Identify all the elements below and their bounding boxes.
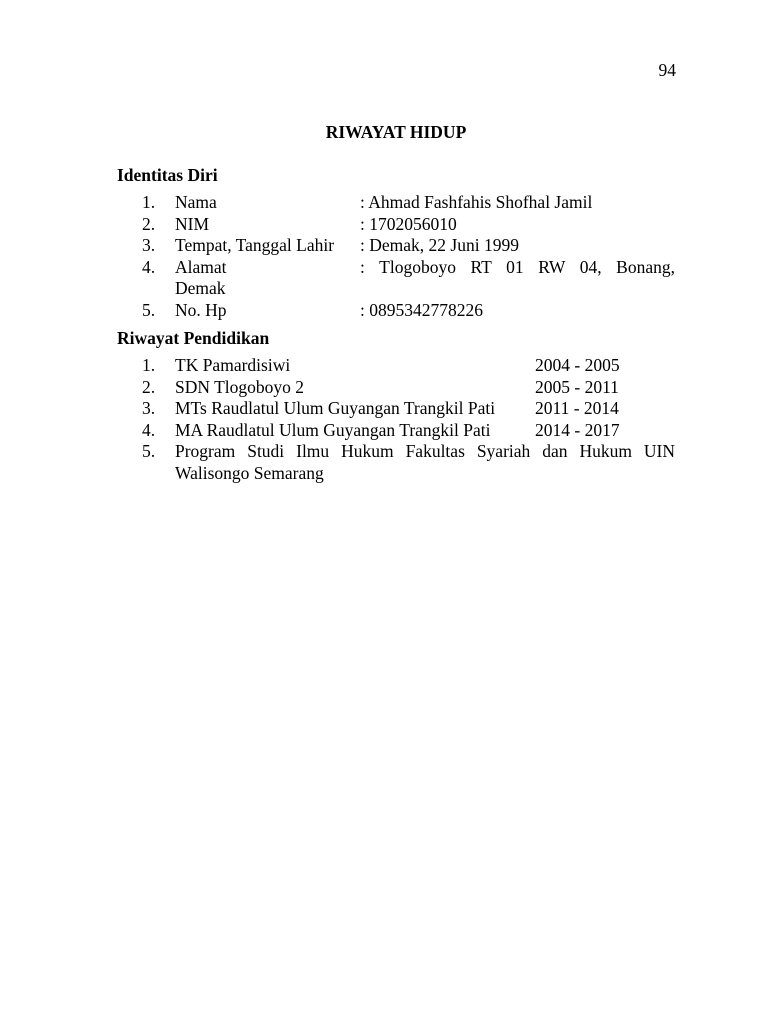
school-years: 2011 - 2014	[535, 398, 619, 419]
field-value-continuation: Demak	[175, 278, 226, 299]
identitas-item-alamat	[117, 257, 675, 300]
school-name: TK Pamardisiwi	[175, 355, 291, 375]
identitas-item-ttl	[117, 235, 675, 257]
identitas-item-nama	[117, 192, 675, 214]
field-value: : 0895342778226	[360, 299, 483, 320]
list-number: 3.	[142, 235, 156, 256]
school-name: SDN Tlogoboyo 2	[175, 376, 304, 397]
pendidikan-list	[117, 355, 675, 485]
identitas-item-nim	[117, 214, 675, 236]
field-value: : Demak, 22 Juni 1999	[360, 235, 519, 256]
page-title: RIWAYAT HIDUP	[325, 122, 467, 142]
identitas-heading: Identitas Diri	[117, 165, 218, 185]
pendidikan-item	[117, 420, 675, 442]
list-number: 4.	[142, 419, 156, 440]
school-years: 2014 - 2017	[535, 419, 620, 440]
school-name: MA Raudlatul Ulum Guyangan Trangkil Pati	[175, 419, 491, 440]
pendidikan-heading: Riwayat Pendidikan	[117, 328, 270, 348]
pendidikan-item	[117, 441, 675, 484]
identitas-item-hp	[117, 300, 675, 322]
list-number: 5.	[142, 441, 156, 462]
pendidikan-item	[117, 377, 675, 399]
field-label: Nama	[175, 192, 217, 212]
school-years: 2005 - 2011	[535, 376, 619, 397]
field-value: : 1702056010	[360, 213, 457, 234]
list-number: 2.	[142, 376, 156, 397]
field-label: Tempat, Tanggal Lahir	[175, 235, 335, 256]
field-label: Alamat	[175, 256, 227, 277]
school-name	[175, 441, 675, 484]
field-label: No. Hp	[175, 299, 227, 320]
field-value: : Tlogoboyo RT 01 RW 04, Bonang,	[360, 256, 675, 277]
page-number: 94	[658, 60, 676, 80]
pendidikan-item	[117, 398, 675, 420]
list-number: 1.	[142, 192, 156, 212]
list-number: 5.	[142, 299, 156, 320]
pendidikan-item	[117, 355, 675, 377]
identitas-list	[117, 192, 675, 322]
list-number: 2.	[142, 213, 156, 234]
school-name-line1: Program Studi Ilmu Hukum Fakultas Syariah dan Hukum UIN	[175, 441, 675, 462]
field-value: : Ahmad Fashfahis Shofhal Jamil	[360, 192, 593, 212]
school-name-line2: Walisongo Semarang	[175, 462, 324, 483]
school-name: MTs Raudlatul Ulum Guyangan Trangkil Pati	[175, 398, 496, 419]
field-label: NIM	[175, 213, 210, 234]
list-number: 1.	[142, 355, 156, 375]
school-years: 2004 - 2005	[535, 355, 620, 375]
list-number: 4.	[142, 256, 156, 277]
list-number: 3.	[142, 398, 156, 419]
